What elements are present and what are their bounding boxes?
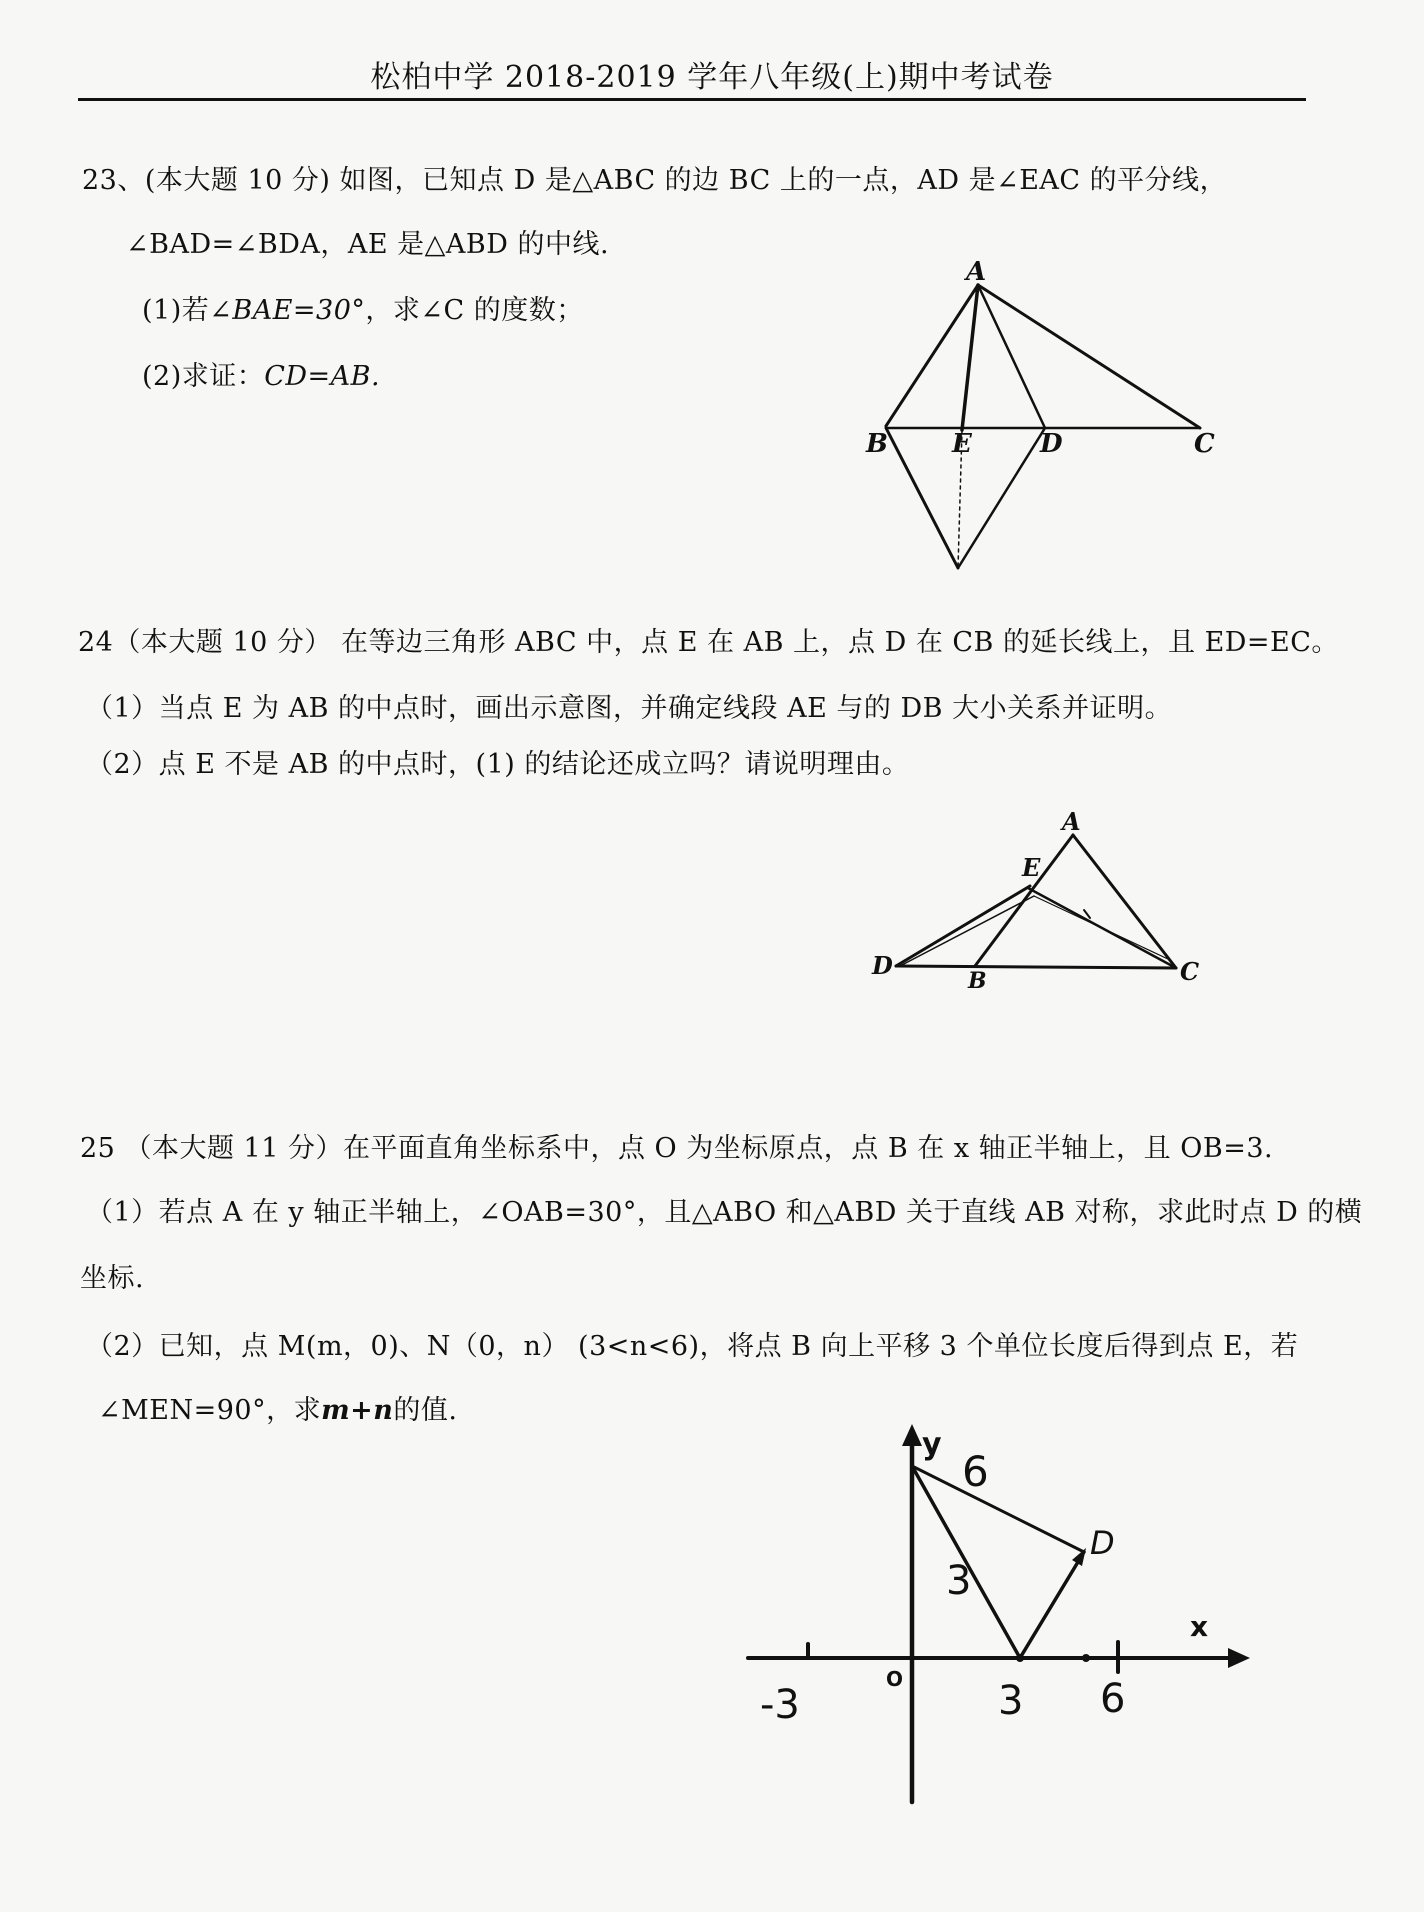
q24-label-c: C (1180, 957, 1200, 986)
q25-line1: 25 （本大题 11 分）在平面直角坐标系中，点 O 为坐标原点，点 B 在 x 轴正半轴上，且 OB=3. (80, 1133, 1274, 1164)
q24-label-a: A (1062, 807, 1081, 836)
q24-part2: （2）点 E 不是 AB 的中点时，(1) 的结论还成立吗？请说明理由。 (86, 749, 910, 780)
q23-part2-math: CD=AB. (264, 361, 381, 392)
q25-figure (748, 1424, 1250, 1802)
q23-part1-prefix: (1)若 (142, 295, 210, 326)
q23-figure (886, 285, 1200, 568)
q23-part2-prefix: (2)求证： (142, 361, 265, 392)
q25-label-3-side: 3 (946, 1558, 972, 1604)
q24-label-e: E (1022, 853, 1041, 882)
q23-part1-math: ∠BAE=30° (209, 295, 366, 326)
q24-label-d: D (872, 951, 893, 980)
q25-label-3-axis: 3 (998, 1678, 1024, 1724)
q24-part1: （1）当点 E 为 AB 的中点时，画出示意图，并确定线段 AE 与的 DB 大小关系并证明。 (86, 693, 1173, 724)
q25-label-x: x (1190, 1610, 1209, 1643)
q24-line1: 24（本大题 10 分） 在等边三角形 ABC 中，点 E 在 AB 上，点 D 在 CB 的延长线上，且 ED=EC。 (78, 627, 1339, 658)
q23-label-a: A (966, 257, 987, 287)
q25-label-6-top: 6 (962, 1447, 989, 1496)
page-title: 松柏中学 2018-2019 学年八年级(上)期中考试卷 (370, 60, 1054, 95)
q25-part2b-math: m+n (321, 1395, 394, 1426)
q25-part2a: （2）已知，点 M(m，0)、N（0，n） (3<n<6)，将点 B 向上平移 3 个单位长度后得到点 E，若 (86, 1331, 1299, 1362)
q25-part2b-prefix: ∠MEN=90°，求 (98, 1395, 322, 1426)
q24-label-b: B (968, 968, 987, 994)
q23-part1-suffix: ，求∠C 的度数； (365, 295, 584, 326)
q23-label-e: E (952, 429, 972, 459)
q25-part2b-suffix: 的值. (393, 1395, 458, 1426)
q23-label-d: D (1040, 429, 1063, 459)
q25-label-y: y (922, 1427, 942, 1462)
q23-line1: 23、(本大题 10 分) 如图，已知点 D 是△ABC 的边 BC 上的一点，AD 是∠EAC 的平分线， (82, 165, 1228, 196)
q25-part1a: （1）若点 A 在 y 轴正半轴上，∠OAB=30°，且△ABO 和△ABD 关于直线 AB 对称，求此时点 D 的横 (86, 1197, 1363, 1228)
q25-label-neg3: -3 (760, 1682, 800, 1728)
q25-label-d: D (1090, 1524, 1115, 1562)
q25-label-origin: O (886, 1667, 904, 1691)
q23-line2: ∠BAD=∠BDA，AE 是△ABD 的中线. (126, 229, 610, 260)
q25-label-6-axis: 6 (1100, 1676, 1126, 1722)
q23-label-b: B (866, 429, 888, 459)
q25-part1b: 坐标. (80, 1263, 145, 1294)
q23-label-c: C (1194, 429, 1215, 459)
